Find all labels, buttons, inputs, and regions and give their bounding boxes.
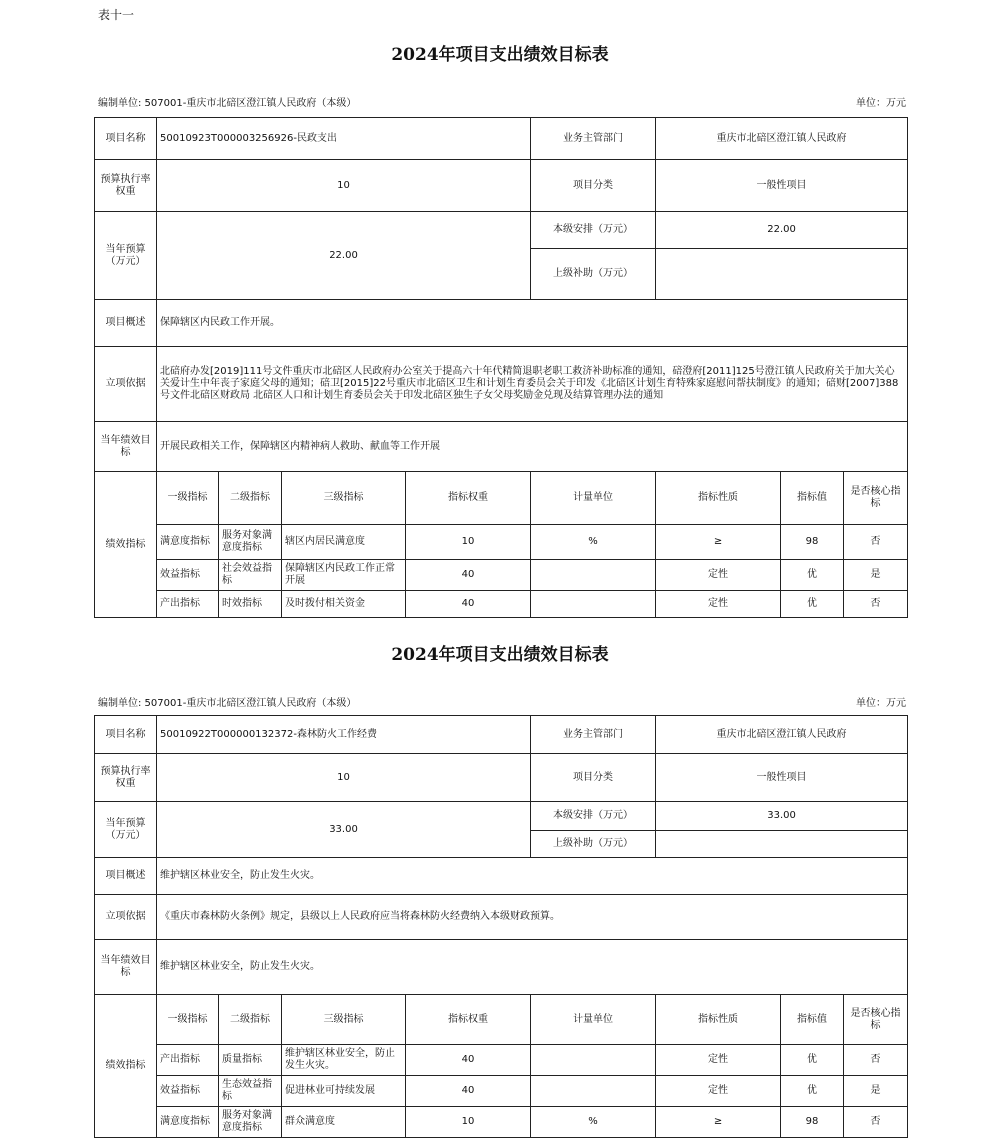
cell: 优 (781, 560, 844, 591)
overview-label: 项目概述 (95, 858, 157, 895)
cell: 10 (406, 525, 531, 560)
header-cell: 计量单位 (531, 995, 656, 1045)
indicators-label: 绩效指标 (95, 995, 157, 1138)
cell (531, 560, 656, 591)
cell: 40 (406, 1045, 531, 1076)
cell: 保障辖区内民政工作正常开展 (282, 560, 406, 591)
corner-label: 表十一 (98, 8, 135, 22)
table-title: 2024年项目支出绩效目标表 (391, 45, 609, 65)
header-cell: 指标权重 (406, 472, 531, 525)
cell: % (531, 1107, 656, 1138)
header-cell: 指标性质 (656, 472, 781, 525)
table-row (95, 525, 908, 560)
indicators-label: 绩效指标 (95, 472, 157, 618)
cell: 社会效益指标 (219, 560, 282, 591)
cell: 满意度指标 (157, 1107, 219, 1138)
budget-label: 当年预算（万元） (95, 212, 157, 300)
cell: 否 (844, 591, 908, 618)
dept-value: 重庆市北碚区澄江镇人民政府 (656, 716, 908, 754)
cell: 否 (844, 525, 908, 560)
cell: 时效指标 (219, 591, 282, 618)
cell: 服务对象满意度指标 (219, 525, 282, 560)
cell: 优 (781, 1045, 844, 1076)
cell: 定性 (656, 560, 781, 591)
table-row (95, 1076, 908, 1107)
cell: 促进林业可持续发展 (282, 1076, 406, 1107)
overview-value: 保障辖区内民政工作开展。 (157, 300, 908, 347)
project-name-label: 项目名称 (95, 118, 157, 160)
budget-value: 33.00 (157, 802, 531, 858)
goal-label: 当年绩效目标 (95, 940, 157, 995)
category-label: 项目分类 (531, 160, 656, 212)
cell: 服务对象满意度指标 (219, 1107, 282, 1138)
category-label: 项目分类 (531, 754, 656, 802)
table-row (95, 591, 908, 618)
category-value: 一般性项目 (656, 160, 908, 212)
dept-label: 业务主管部门 (531, 716, 656, 754)
upper-label: 上级补助（万元） (531, 249, 656, 300)
dept-label: 业务主管部门 (531, 118, 656, 160)
goal-value: 维护辖区林业安全，防止发生火灾。 (157, 940, 908, 995)
cell: 40 (406, 591, 531, 618)
project-name-value: 50010923T000003256926-民政支出 (157, 118, 531, 160)
basis-value: 北碚府办发[2019]111号文件重庆市北碚区人民政府办公室关于提高六十年代精简退职老职工救济补助标准的通知，碚澄府[2011]125号澄江镇人民政府关于加大关心关爱计生中年丧子家庭父母的通知；碚卫[2015]22号重庆市北碚区卫生和计划生育委员会关于印发《北碚区计划生育特殊家庭慰问帮扶制度》的通知；碚财[2007]388号文件北碚区财政局 北碚区人口和计划生育委员会关于印发北碚区独生子女父母奖励金兑现及结算管理办法的通知 (157, 347, 908, 422)
cell: 产出指标 (157, 591, 219, 618)
cell: 40 (406, 1076, 531, 1107)
weight-label: 预算执行率权重 (95, 160, 157, 212)
header-cell: 三级指标 (282, 995, 406, 1045)
header-cell: 指标性质 (656, 995, 781, 1045)
currency-unit: 单位：万元 (856, 698, 906, 709)
cell: 维护辖区林业安全，防止发生火灾。 (282, 1045, 406, 1076)
local-label: 本级安排（万元） (531, 212, 656, 249)
cell: 否 (844, 1045, 908, 1076)
cell: 定性 (656, 1076, 781, 1107)
cell: 优 (781, 1076, 844, 1107)
project-name-value: 50010922T000000132372-森林防火工作经费 (157, 716, 531, 754)
header-cell: 是否核心指标 (844, 472, 908, 525)
dept-value: 重庆市北碚区澄江镇人民政府 (656, 118, 908, 160)
budget-value: 22.00 (157, 212, 531, 300)
cell: % (531, 525, 656, 560)
unit-label: 编制单位: 507001-重庆市北碚区澄江镇人民政府（本级） (98, 98, 357, 109)
header-cell: 指标值 (781, 472, 844, 525)
cell: 辖区内居民满意度 (282, 525, 406, 560)
cell (531, 591, 656, 618)
header-cell: 一级指标 (157, 472, 219, 525)
cell: 否 (844, 1107, 908, 1138)
weight-value: 10 (157, 160, 531, 212)
upper-label: 上级补助（万元） (531, 831, 656, 858)
cell: 群众满意度 (282, 1107, 406, 1138)
cell: 效益指标 (157, 560, 219, 591)
cell: ≥ (656, 1107, 781, 1138)
cell: 产出指标 (157, 1045, 219, 1076)
overview-label: 项目概述 (95, 300, 157, 347)
local-label: 本级安排（万元） (531, 802, 656, 831)
cell (531, 1076, 656, 1107)
table-row (95, 560, 908, 591)
budget-label: 当年预算（万元） (95, 802, 157, 858)
goal-label: 当年绩效目标 (95, 422, 157, 472)
cell: ≥ (656, 525, 781, 560)
cell: 满意度指标 (157, 525, 219, 560)
currency-unit: 单位：万元 (856, 98, 906, 109)
category-value: 一般性项目 (656, 754, 908, 802)
header-cell: 计量单位 (531, 472, 656, 525)
cell: 是 (844, 560, 908, 591)
cell: 定性 (656, 1045, 781, 1076)
local-value: 33.00 (656, 802, 908, 831)
cell: 优 (781, 591, 844, 618)
table-title: 2024年项目支出绩效目标表 (391, 645, 609, 665)
cell: 及时拨付相关资金 (282, 591, 406, 618)
overview-value: 维护辖区林业安全，防止发生火灾。 (157, 858, 908, 895)
upper-value (656, 249, 908, 300)
local-value: 22.00 (656, 212, 908, 249)
cell: 10 (406, 1107, 531, 1138)
cell: 定性 (656, 591, 781, 618)
header-cell: 三级指标 (282, 472, 406, 525)
weight-label: 预算执行率权重 (95, 754, 157, 802)
unit-label: 编制单位: 507001-重庆市北碚区澄江镇人民政府（本级） (98, 698, 357, 709)
upper-value (656, 831, 908, 858)
table-row (95, 1107, 908, 1138)
cell: 生态效益指标 (219, 1076, 282, 1107)
cell: 效益指标 (157, 1076, 219, 1107)
cell (531, 1045, 656, 1076)
header-cell: 指标值 (781, 995, 844, 1045)
performance-table (94, 715, 908, 1138)
project-name-label: 项目名称 (95, 716, 157, 754)
goal-value: 开展民政相关工作，保障辖区内精神病人救助、献血等工作开展 (157, 422, 908, 472)
cell: 98 (781, 1107, 844, 1138)
header-cell: 二级指标 (219, 472, 282, 525)
header-cell: 是否核心指标 (844, 995, 908, 1045)
table-row (95, 1045, 908, 1076)
basis-label: 立项依据 (95, 347, 157, 422)
header-cell: 指标权重 (406, 995, 531, 1045)
cell: 是 (844, 1076, 908, 1107)
cell: 40 (406, 560, 531, 591)
header-cell: 一级指标 (157, 995, 219, 1045)
basis-value: 《重庆市森林防火条例》规定，县级以上人民政府应当将森林防火经费纳入本级财政预算。 (157, 895, 908, 940)
performance-table (94, 117, 908, 618)
cell: 98 (781, 525, 844, 560)
weight-value: 10 (157, 754, 531, 802)
basis-label: 立项依据 (95, 895, 157, 940)
cell: 质量指标 (219, 1045, 282, 1076)
header-cell: 二级指标 (219, 995, 282, 1045)
